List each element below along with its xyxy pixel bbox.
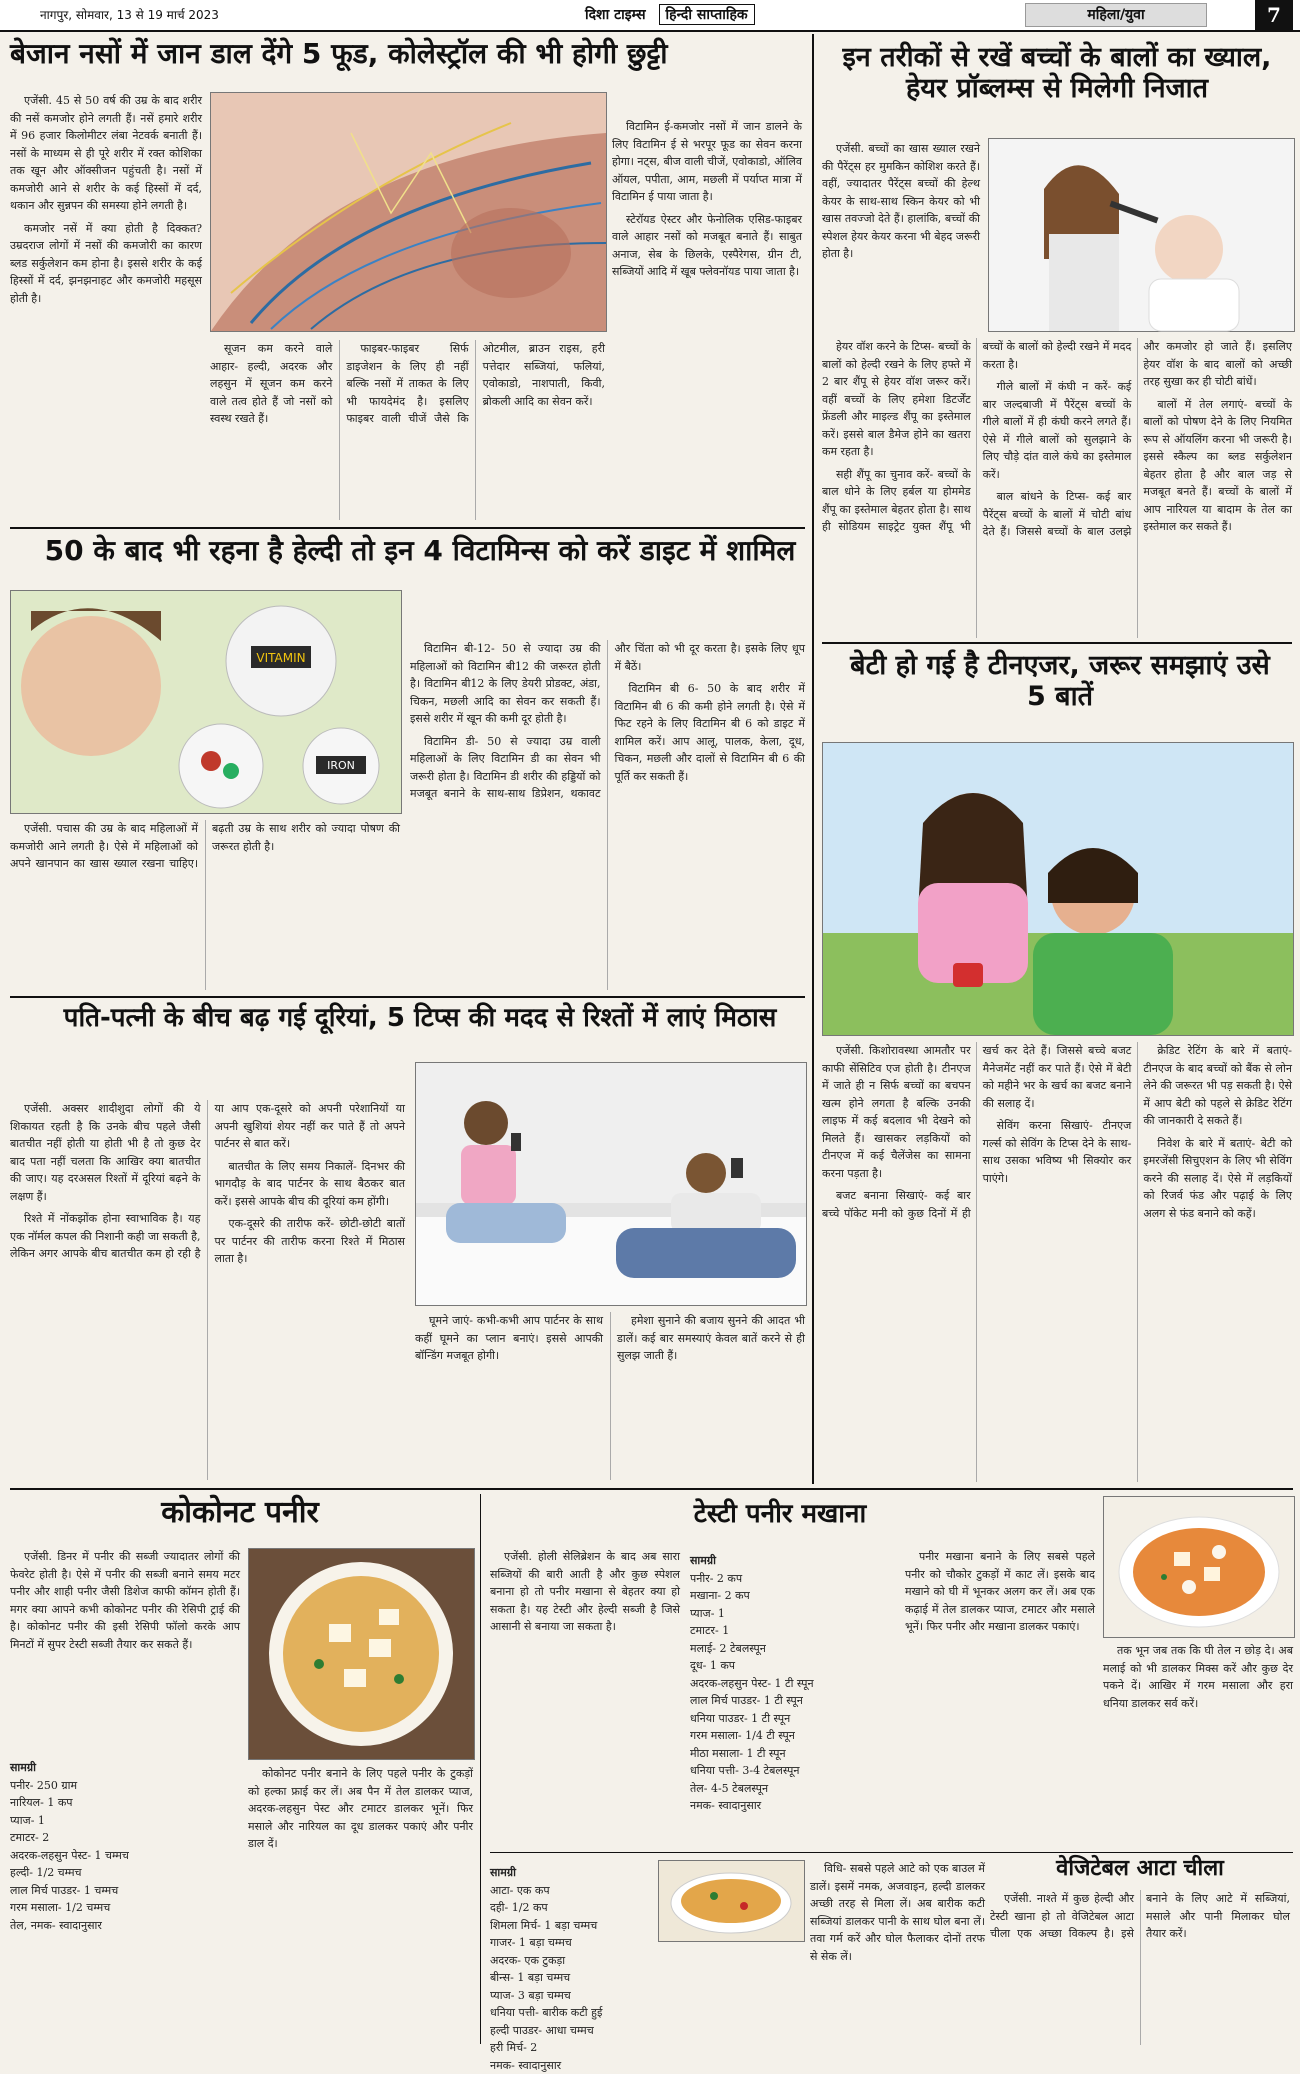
ingredient-item: दूध- 1 कप (690, 1657, 895, 1675)
nerves-para-5: सूजन कम करने वाले आहार- हल्दी, अदरक और लहसुन में सूजन कम करने वाले तत्व होते हैं जो नसों को स्वस्थ रखते हैं। (210, 340, 332, 428)
teen-para-3: सेविंग करना सिखाएं- टीनएज गर्ल्स को सेविंग के टिप्स देने के साथ-साथ उसका भविष्य भी सिक्योर कर पाएंगे। (983, 1117, 1132, 1187)
ingredient-item: हल्दी- 1/2 चम्मच (10, 1864, 240, 1882)
vitamins-image (10, 590, 402, 814)
headline-nerves: बेजान नसों में जान डाल देंगे 5 फूड, कोलेस्ट्रॉल की भी होगी छुट्टी (10, 38, 810, 70)
ingredient-item: मखाना- 2 कप (690, 1587, 895, 1605)
paper-name (585, 4, 755, 25)
nerves-body-left (10, 92, 202, 522)
paneer-makhana-intro (490, 1548, 680, 1848)
atta-cheela-image (658, 1860, 805, 1942)
nerves-para-3: कमजोर नसें में क्या होती है दिक्कत? उम्रदराज लोगों में नसों की कमजोरी का कारण ब्लड सर्कुलेशन कम होना है। इससे शरीर के कई हिस्सों में दर्द, झनझनाहट और कमजोरी महसूस होती है। (10, 220, 202, 308)
divider-3 (822, 642, 1292, 644)
vitamins-para-4: विटामिन बी 6- 50 के बाद शरीर में विटामिन बी 6 की कमी होने लगती है। ऐसे में फिट रहने के लिए विटामिन बी 6 को डाइट में शामिल करें। आप आलू, पालक, केला, दूध, चिकन, मछली और दालों से विटामिन बी 6 की पूर्ति कर सकती हैं। (615, 680, 806, 785)
coconut-paneer-ingredients-title: सामग्री (10, 1759, 240, 1777)
atta-cheela-illustration (659, 1861, 804, 1941)
masthead-bar (0, 0, 1300, 32)
nerves-para-4: स्टेरॉयड ऐस्टर और फेनोलिक एसिड-फाइबर वाले आहार नसों को मजबूत बनाते हैं। साबुत अनाज, सेब के छिलके, एस्पैरेगस, ग्रीन टी, सब्जियों आदि में खूब फ्लेवनॉयड पाया जाता है। (612, 211, 802, 281)
iron-label: IRON (327, 759, 355, 772)
paneer-makhana-end (1103, 1642, 1293, 1848)
hair-para-3: सही शैंपू का चुनाव करें- बच्चों के बाल धोने के लिए हर्बल या होममेड शैंपू का इस्तेमाल बेहतर होता है। साथ ही सोडियम साइट्रेट युक्त शैंपू भी बच्चों के बालों को हेल्दी रखने में मदद करता है। (822, 338, 1131, 541)
couple-para-1: एजेंसी. अक्सर शादीशुदा लोगों की ये शिकायत रहती है कि उनके बीच पहले जैसी बातचीत नहीं होती या होती भी है तो कुछ देर बाद पता नहीं चलता कि आखिर क्या बातचीत की जाए। यह दरअसल रिश्तों में दूरियां बढ़ने के लक्षण हैं। (10, 1100, 201, 1205)
headline-hair: इन तरीकों से रखें बच्चों के बालों का ख्याल, हेयर प्रॉब्लम्स से मिलेगी निजात (822, 42, 1292, 104)
ingredient-item: पनीर- 2 कप (690, 1570, 895, 1588)
couple-para-3: बातचीत के लिए समय निकालें- दिनभर की भागदौड़ के बाद पार्टनर के साथ बैठकर बात करें। इससे आपके बीच की दूरियां कम होंगी। (215, 1158, 406, 1211)
teen-para-4: क्रेडिट रेटिंग के बारे में बताएं- टीनएज के बाद बच्चों को बैंक से लोन लेने की जरूरत भी पड़ सकती है। ऐसे में आप बेटी को पहले से क्रेडिट रेटिंग की जानकारी दे सकते हैं। (1143, 1042, 1292, 1130)
ingredient-item: लाल मिर्च पाउडर- 1 चम्मच (10, 1882, 240, 1900)
atta-cheela-para-2: विधि- सबसे पहले आटे को एक बाउल में डालें। इसमें नमक, अजवाइन, हल्दी डालकर अच्छी तरह से मिला लें। अब बारीक कटी सब्जियां डालकर पानी के साथ घोल बना लें। तवा गर्म करें और घोल फैलाकर दोनों तरफ से सेक लें। (810, 1860, 985, 1965)
nerves-illustration (211, 93, 606, 331)
headline-teen: बेटी हो गई है टीनएजर, जरूर समझाएं उसे 5 बातें (840, 650, 1280, 712)
divider-5 (490, 1852, 1293, 1853)
couple-para-6: हमेशा सुनाने की बजाय सुनने की आदत भी डालें। कई बार समस्याएं केवल बातें करने से ही सुलझ जाती हैं। (617, 1312, 805, 1365)
ingredient-item: हरी मिर्च- 2 (490, 2039, 650, 2057)
hair-para-2: हेयर वॉश करने के टिप्स- बच्चों के बालों को हेल्दी रखने के लिए हफ्ते में 2 बार शैंपू से हेयर वॉश जरूर करें। वहीं बच्चों के लिए हमेशा डिटर्जेंट फ्रेंडली और माइल्ड शैंपू का इस्तेमाल करें। इससे बाल डैमेज होने का खतरा कम रहता है। (822, 338, 971, 461)
coconut-paneer-para-1: एजेंसी. डिनर में पनीर की सब्जी ज्यादातर लोगों की फेवरेट होती है। ऐसे में पनीर की सब्जी बनाने समय मटर पनीर और शाही पनीर जैसी डिशेज काफी कॉमन होती हैं। मगर क्या आपने कभी कोकोनट पनीर की रेसिपी ट्राई की है। कोकोनट पनीर की इसी रेसिपी फॉलो करके आप मिनटों में सुपर टेस्टी सब्जी तैयार कर सकते हैं। (10, 1548, 240, 1653)
paper-title: दिशा टाइम्स (585, 7, 646, 23)
ingredient-item: शिमला मिर्च- 1 बड़ा चम्मच (490, 1917, 650, 1935)
ingredient-item: टमाटर- 1 (690, 1622, 895, 1640)
paneer-makhana-ingredients-title: सामग्री (690, 1552, 895, 1570)
vertical-divider (812, 34, 814, 1484)
headline-coconut-paneer: कोकोनट पनीर (10, 1496, 470, 1531)
nerves-para-2: विटामिन ई-कमजोर नसों में जान डालने के लिए विटामिन ई से भरपूर फूड का सेवन करना होगा। नट्स, बीज वाली चीजें, एवोकाडो, ऑलिव ऑयल, पपीता, आम, मछली में पर्याप्त मात्रा में विटामिन ई पाया जाता है। (612, 118, 802, 206)
child-hair-illustration (989, 139, 1294, 331)
headline-paneer-makhana: टेस्टी पनीर मखाना (580, 1500, 980, 1530)
atta-cheela-method (810, 1860, 985, 2045)
ingredient-item: गरम मसाला- 1/2 चम्मच (10, 1899, 240, 1917)
vitamins-para-2: विटामिन बी-12- 50 से ज्यादा उम्र की महिलाओं को विटामिन बी12 की जरूरत होती है। विटामिन बी12 के लिए डेयरी प्रोडक्ट, अंडा, चिकन, मछली आदि का सेवन कर सकती हैं। इससे शरीर में खून की कमी दूर होती है। (410, 640, 601, 728)
teen-para-5: निवेश के बारे में बताएं- बेटी को इमरजेंसी सिचुएशन के लिए भी सेविंग करने की सलाह दें। ऐसे में लड़कियों को रिजर्व फंड और पढ़ाई के लिए अलग से फंड बनाने को कहें। (1143, 1135, 1292, 1223)
atta-cheela-ingredients (490, 1860, 650, 2045)
coconut-paneer-para-2: कोकोनट पनीर बनाने के लिए पहले पनीर के टुकड़ों को हल्का फ्राई कर लें। अब पैन में तेल डालकर प्याज, अदरक-लहसुन पेस्ट और टमाटर डालकर भूनें। फिर मसाले और नारियल का दूध डालकर पकाएं और पनीर डाल दें। (248, 1765, 473, 1853)
ingredient-item: दही- 1/2 कप (490, 1899, 650, 1917)
divider-1 (10, 527, 805, 529)
ingredient-item: आटा- एक कप (490, 1882, 650, 1900)
hair-para-5: बाल बांधने के टिप्स- कई बार पैरेंट्स बच्चों के बालों में चोटी बांध देते हैं। जिससे बच्चों के बाल उलझे और कमजोर हो जाते हैं। इसलिए हेयर वॉश के बाद बालों को अच्छी तरह सुखा कर ही चोटी बांधें। (983, 338, 1292, 541)
vertical-divider-2 (480, 1494, 481, 2044)
divider-2 (10, 996, 805, 998)
ingredient-item: अदरक-लहसुन पेस्ट- 1 टी स्पून (690, 1675, 895, 1693)
couple-illustration (416, 1063, 806, 1305)
ingredient-item: अदरक-लहसुन पेस्ट- 1 चम्मच (10, 1847, 240, 1865)
hair-para-4: गीले बालों में कंघी न करें- कई बार जल्दबाजी में पैरेंट्स बच्चों के गीले बालों में ही कंघी करने लगते हैं। ऐसे में गीले बालों को सुलझाने के लिए चौड़े दांत वाले कंघे का इस्तेमाल करें। (983, 378, 1132, 483)
paneer-makhana-para-1: एजेंसी. होली सेलिब्रेशन के बाद अब सारा सब्जियों की बारी आती है और कुछ स्पेशल बनाना हो तो पनीर मखाना से बेहतर क्या हो सकता है। यह टेस्टी और हेल्दी सब्जी है जिसे आसानी से बनाया जा सकता है। (490, 1548, 680, 1636)
coconut-paneer-method (248, 1765, 473, 2045)
paneer-makhana-illustration (1104, 1497, 1294, 1637)
ingredient-item: धनिया पाउडर- 1 टी स्पून (690, 1710, 895, 1728)
ingredient-item: हल्दी पाउडर- आधा चम्मच (490, 2022, 650, 2040)
page-number: 7 (1255, 0, 1293, 30)
vitamin-label: VITAMIN (256, 651, 305, 665)
mother-daughter-illustration (823, 743, 1293, 1035)
hair-para-1: एजेंसी. बच्चों का खास ख्याल रखने की पैरेंट्स हर मुमकिन कोशिश करते हैं। वहीं, ज्यादातर पैरेंट्स बच्चों की हेल्थ केयर के साथ-साथ स्किन केयर को भी खास तवज्जो देते हैं। हालांकि, बच्चों की स्पेशल हेयर केयर करना भी बेहद जरूरी होता है। (822, 140, 980, 263)
ingredient-item: लाल मिर्च पाउडर- 1 टी स्पून (690, 1692, 895, 1710)
vitamins-body-left (10, 820, 400, 990)
atta-cheela-intro (990, 1890, 1290, 2045)
ingredient-item: टमाटर- 2 (10, 1829, 240, 1847)
ingredient-item: प्याज- 1 (690, 1605, 895, 1623)
paneer-makhana-para-2: पनीर मखाना बनाने के लिए सबसे पहले पनीर को चौकोर टुकड़ों में काट लें। इसके बाद मखाने को घी में भूनकर अलग कर लें। अब एक कढ़ाई में तेल डालकर प्याज, टमाटर और मसाले भूनें। फिर पनीर और मखाना डालकर पकाएं। (905, 1548, 1095, 1636)
ingredient-item: गरम मसाला- 1/4 टी स्पून (690, 1727, 895, 1745)
ingredient-item: धनिया पत्ती- 3-4 टेबलस्पून (690, 1762, 895, 1780)
ingredient-item: मीठा मसाला- 1 टी स्पून (690, 1745, 895, 1763)
coconut-paneer-intro (10, 1548, 240, 1748)
paneer-makhana-ingredients (690, 1548, 895, 1848)
hair-para-6: बालों में तेल लगाएं- बच्चों के बालों को पोषण देने के लिए नियमित रूप से ऑयलिंग करना भी जरूरी है। इससे स्कैल्प का ब्लड सर्कुलेशन बेहतर होता है और बाल जड़ से मजबूत बनते हैं। बच्चों के बालों में आप नारियल या बादाम के तेल का इस्तेमाल कर सकते हैं। (1143, 396, 1292, 536)
vitamins-body-right (410, 640, 805, 990)
couple-para-5: घूमने जाएं- कभी-कभी आप पार्टनर के साथ कहीं घूमने का प्लान बनाएं। इससे आपकी बॉन्डिंग मजबूत होगी। (415, 1312, 603, 1365)
edition-date: नागपुर, सोमवार, 13 से 19 मार्च 2023 (40, 6, 219, 23)
coconut-paneer-ingredients (10, 1755, 240, 2045)
paneer-makhana-image (1103, 1496, 1295, 1638)
headline-couple: पति-पत्नी के बीच बढ़ गई दूरियां, 5 टिप्स की मदद से रिश्तों में लाएं मिठास (40, 1004, 800, 1034)
coconut-paneer-image (248, 1548, 475, 1760)
atta-cheela-ingredients-title: सामग्री (490, 1864, 650, 1882)
ingredient-item: प्याज- 1 (10, 1812, 240, 1830)
paneer-makhana-para-3: तक भून जब तक कि घी तेल न छोड़ दे। अब मलाई को भी डालकर मिक्स करें और कुछ देर पकने दें। आखिर में गरम मसाला और हरा धनिया डालकर सर्व करें। (1103, 1642, 1293, 1712)
section-label: महिला/युवा (1025, 3, 1207, 27)
divider-4 (10, 1488, 1293, 1490)
headline-atta-cheela: वेजिटेबल आटा चीला (990, 1856, 1290, 1881)
mother-daughter-image (822, 742, 1294, 1036)
couple-body-left (10, 1100, 405, 1480)
couple-para-4: एक-दूसरे की तारीफ करें- छोटी-छोटी बातों पर पार्टनर की तारीफ करना रिश्ते में मिठास लाता है। (215, 1215, 406, 1268)
teen-para-1: एजेंसी. किशोरावस्था आमतौर पर काफी सेंसिटिव एज होती है। टीनएज में जाते ही न सिर्फ बच्चों का बचपन खत्म होने लगता है बल्कि उनकी लाइफ में कई बदलाव भी देखने को मिलते हैं। खासकर लड़कियों को टीनएज में कई चैलेंजेस का सामना करना पड़ता है। (822, 1042, 971, 1182)
teen-body (822, 1042, 1292, 1482)
vitamins-illustration (11, 591, 401, 813)
coconut-paneer-illustration (249, 1549, 474, 1759)
ingredient-item: नमक- स्वादानुसार (490, 2057, 650, 2074)
ingredient-item: धनिया पत्ती- बारीक कटी हुई (490, 2004, 650, 2022)
teen-para-2: बजट बनाना सिखाएं- कई बार बच्चे पॉकेट मनी को कुछ दिनों में ही खर्च कर देते हैं। जिससे बच्चे बजट मैनेजमेंट नहीं कर पाते हैं। ऐसे में बेटी को महीने भर के खर्च का बजट बनाने की सलाह दें। (822, 1042, 1131, 1222)
atta-cheela-para-1: एजेंसी. नाश्ते में कुछ हेल्दी और टेस्टी खाना हो तो वेजिटेबल आटा चीला एक अच्छा विकल्प है। इसे बनाने के लिए आटे में सब्जियां, मसाले और पानी मिलाकर घोल तैयार करें। (990, 1890, 1290, 1945)
ingredient-item: नमक- स्वादानुसार (690, 1797, 895, 1815)
paneer-makhana-method (905, 1548, 1095, 1848)
ingredient-item: नारियल- 1 कप (10, 1794, 240, 1812)
ingredient-item: तेल, नमक- स्वादानुसार (10, 1917, 240, 1935)
couple-image (415, 1062, 807, 1306)
nerves-body-bottom (210, 340, 605, 520)
couple-body-right (415, 1312, 805, 1480)
ingredient-item: तेल- 4-5 टेबलस्पून (690, 1780, 895, 1798)
child-hair-image (988, 138, 1295, 332)
nerves-para-6: फाइबर-फाइबर सिर्फ डाइजेशन के लिए ही नहीं बल्कि नसों में ताकत के लिए भी फायदेमंद है। इसलिए फाइबर वाली चीजें जैसे कि ओटमील, ब्राउन राइस, हरी पत्तेदार सब्जियां, फलियां, एवोकाडो, नाशपाती, किवी, ब्रोकली आदि का सेवन करें। (346, 340, 605, 428)
ingredient-item: बीन्स- 1 बड़ा चम्मच (490, 1969, 650, 1987)
ingredient-item: पनीर- 250 ग्राम (10, 1777, 240, 1795)
ingredient-item: प्याज- 3 बड़ा चम्मच (490, 1987, 650, 2005)
ingredient-item: मलाई- 2 टेबलस्पून (690, 1640, 895, 1658)
nerves-para-1: एजेंसी. 45 से 50 वर्ष की उम्र के बाद शरीर की नसें कमजोर होने लगती हैं। नसें हमारे शरीर में 96 हजार किलोमीटर लंबा नेटवर्क बनाती हैं। नसों के माध्यम से ही पूरे शरीर में रक्त कोशिका तक खून और ऑक्सीजन पहुंचती है। नसों में कमजोरी आने से शरीर के कई हिस्सों में दर्द, थकान और सुन्नपन की समस्या होने लगती है। (10, 92, 202, 215)
ingredient-item: गाजर- 1 बड़ा चम्मच (490, 1934, 650, 1952)
vitamins-para-1: एजेंसी. पचास की उम्र के बाद महिलाओं में कमजोरी आने लगती है। ऐसे में महिलाओं को अपने खानपान का खास ख्याल रखना चाहिए। बढ़ती उम्र के साथ शरीर को ज्यादा पोषण की जरूरत होती है। (10, 820, 400, 873)
vitamins-para-3: विटामिन डी- 50 से ज्यादा उम्र वाली महिलाओं के लिए विटामिन डी का सेवन भी जरूरी होता है। विटामिन डी शरीर की हड्डियों को मजबूत बनाने के साथ-साथ डिप्रेशन, थकावट और चिंता को भी दूर करता है। इसके लिए धूप में बैठें। (410, 640, 805, 803)
hair-body-top (822, 140, 980, 330)
hair-body-bottom (822, 338, 1292, 638)
paper-tag: हिन्दी साप्ताहिक (659, 4, 755, 25)
nerves-body-right (612, 118, 802, 518)
nerves-image (210, 92, 607, 332)
ingredient-item: अदरक- एक टुकड़ा (490, 1952, 650, 1970)
headline-vitamins: 50 के बाद भी रहना है हेल्दी तो इन 4 विटामिन्स को करें डाइट में शामिल (40, 535, 800, 567)
couple-para-2: रिश्ते में नोंकझोंक होना स्वाभाविक है। यह एक नॉर्मल कपल की निशानी कही जा सकती है, लेकिन अगर आपके बीच बातचीत कम हो रही है या आप एक-दूसरे को अपनी परेशानियों या अपनी खुशियां शेयर नहीं कर पाते हैं तो अपने पार्टनर से बात करें। (10, 1100, 405, 1268)
